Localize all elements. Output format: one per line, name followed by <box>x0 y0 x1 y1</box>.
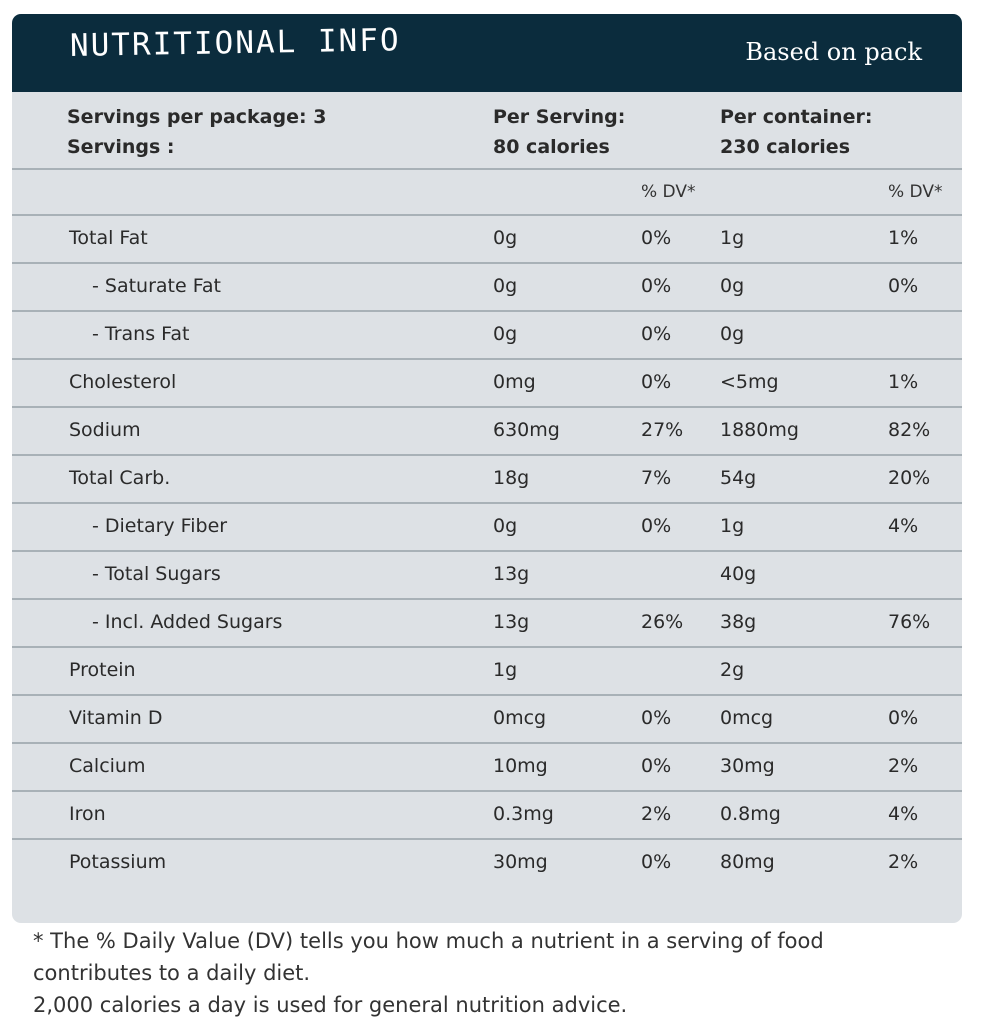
footnote-line: 2,000 calories a day is used for general nutrition advice. <box>33 993 628 1017</box>
per-serving-column <box>493 102 625 162</box>
per-container-dv: 2% <box>888 755 919 777</box>
nutrient-row <box>12 504 962 552</box>
nutrient-row <box>12 648 962 696</box>
per-serving-amount: 10mg <box>493 755 548 777</box>
nutrient-name: - Incl. Added Sugars <box>92 611 283 633</box>
based-on-pack-label: Based on pack <box>745 38 922 66</box>
per-serving-dv: 0% <box>641 851 672 873</box>
per-serving-amount: 0mcg <box>493 707 547 729</box>
nutrient-name: Cholesterol <box>69 371 177 393</box>
per-serving-amount: 0g <box>493 227 518 249</box>
per-container-dv: 2% <box>888 851 919 873</box>
per-serving-amount: 630mg <box>493 419 560 441</box>
per-serving-dv-header: % DV* <box>641 182 696 202</box>
nutrient-name: Calcium <box>69 755 146 777</box>
per-container-label: Per container: <box>720 106 873 128</box>
per-serving-amount: 0g <box>493 323 518 345</box>
nutrient-name: Total Fat <box>69 227 148 249</box>
per-container-dv-header: % DV* <box>888 182 943 202</box>
per-container-dv: 4% <box>888 515 919 537</box>
nutrient-row <box>12 840 962 886</box>
nutrient-name: Potassium <box>69 851 167 873</box>
nutrient-row <box>12 744 962 792</box>
footnote-line: contributes to a daily diet. <box>33 961 311 985</box>
per-container-amount: 80mg <box>720 851 775 873</box>
per-container-calories: 230 calories <box>720 136 851 158</box>
per-serving-dv: 0% <box>641 275 672 297</box>
nutrient-name: Sodium <box>69 419 141 441</box>
per-serving-dv: 0% <box>641 755 672 777</box>
nutrition-header <box>12 14 962 92</box>
nutrient-row <box>12 360 962 408</box>
nutrient-row <box>12 312 962 360</box>
nutrient-row <box>12 408 962 456</box>
nutrient-name: - Saturate Fat <box>92 275 222 297</box>
per-container-amount: 54g <box>720 467 757 489</box>
per-serving-dv: 0% <box>641 227 672 249</box>
daily-value-footnote <box>33 925 953 1021</box>
footnote-line: * The % Daily Value (DV) tells you how much a nutrient in a serving of food <box>33 929 824 953</box>
nutrient-name: Protein <box>69 659 136 681</box>
per-container-amount: <5mg <box>720 371 779 393</box>
per-container-amount: 30mg <box>720 755 775 777</box>
per-container-amount: 2g <box>720 659 745 681</box>
per-serving-dv: 7% <box>641 467 672 489</box>
nutrient-row <box>12 696 962 744</box>
per-serving-dv: 26% <box>641 611 684 633</box>
per-container-dv: 82% <box>888 419 931 441</box>
nutrient-row <box>12 792 962 840</box>
nutrient-name: Total Carb. <box>69 467 171 489</box>
per-serving-dv: 0% <box>641 371 672 393</box>
per-container-dv: 76% <box>888 611 931 633</box>
per-serving-amount: 0g <box>493 515 518 537</box>
nutrient-row <box>12 600 962 648</box>
nutrient-name: - Trans Fat <box>92 323 190 345</box>
nutrient-row <box>12 552 962 600</box>
nutrition-title: NUTRITIONAL INFO <box>69 22 401 64</box>
per-serving-amount: 1g <box>493 659 518 681</box>
dv-header-row <box>12 170 962 216</box>
per-serving-amount: 0.3mg <box>493 803 554 825</box>
per-serving-label: Per Serving: <box>493 106 626 128</box>
nutrient-name: Vitamin D <box>69 707 163 729</box>
per-serving-amount: 0mg <box>493 371 536 393</box>
per-container-amount: 1880mg <box>720 419 799 441</box>
per-serving-dv: 0% <box>641 707 672 729</box>
per-container-amount: 1g <box>720 227 745 249</box>
nutrient-name: - Total Sugars <box>92 563 221 585</box>
per-container-dv: 1% <box>888 227 919 249</box>
per-container-amount: 0.8mg <box>720 803 781 825</box>
per-serving-dv: 2% <box>641 803 672 825</box>
per-container-dv: 20% <box>888 467 931 489</box>
servings-label: Servings : <box>67 136 175 158</box>
per-container-column <box>720 102 872 162</box>
servings-column <box>67 102 326 162</box>
per-container-amount: 40g <box>720 563 757 585</box>
per-serving-amount: 13g <box>493 563 530 585</box>
nutrient-name: - Dietary Fiber <box>92 515 228 537</box>
per-container-amount: 0g <box>720 323 745 345</box>
nutrition-card <box>12 14 962 923</box>
per-container-dv: 4% <box>888 803 919 825</box>
per-serving-dv: 27% <box>641 419 684 441</box>
per-serving-dv: 0% <box>641 323 672 345</box>
per-container-amount: 0g <box>720 275 745 297</box>
per-serving-amount: 0g <box>493 275 518 297</box>
per-serving-amount: 13g <box>493 611 530 633</box>
nutrient-table <box>12 216 962 886</box>
per-container-dv: 1% <box>888 371 919 393</box>
per-container-dv: 0% <box>888 275 919 297</box>
per-container-amount: 0mcg <box>720 707 774 729</box>
per-serving-calories: 80 calories <box>493 136 610 158</box>
per-serving-amount: 18g <box>493 467 530 489</box>
per-container-amount: 1g <box>720 515 745 537</box>
serving-summary <box>12 92 962 170</box>
servings-per-package: Servings per package: 3 <box>67 106 327 128</box>
nutrient-row <box>12 264 962 312</box>
per-container-amount: 38g <box>720 611 757 633</box>
per-container-dv: 0% <box>888 707 919 729</box>
per-serving-amount: 30mg <box>493 851 548 873</box>
nutrient-name: Iron <box>69 803 106 825</box>
per-serving-dv: 0% <box>641 515 672 537</box>
nutrient-row <box>12 216 962 264</box>
nutrient-row <box>12 456 962 504</box>
